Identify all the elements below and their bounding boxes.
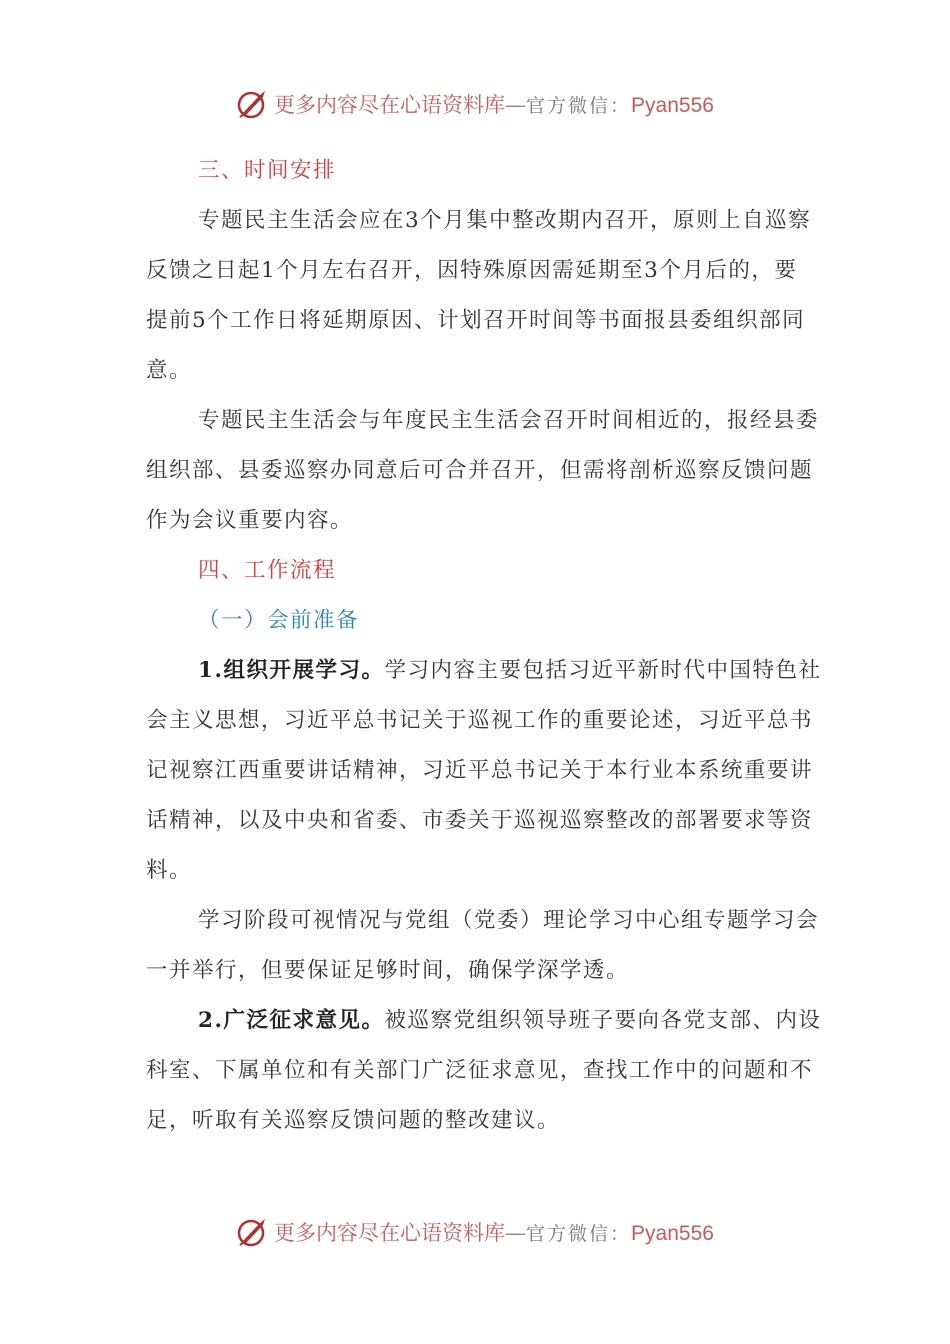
text-line bbox=[146, 796, 814, 846]
text-line bbox=[146, 446, 814, 496]
text-line bbox=[146, 346, 802, 396]
line-text: 学习内容主要包括习近平新时代中国特色社 bbox=[384, 658, 822, 683]
section-heading bbox=[146, 596, 802, 646]
pen-logo-icon bbox=[236, 1215, 270, 1249]
text-line bbox=[146, 296, 806, 346]
line-text: 记视察江西重要讲话精神，习近平总书记关于本行业本系统重要讲 bbox=[146, 758, 814, 783]
text-line bbox=[146, 1096, 802, 1146]
line-text: （一）会前准备 bbox=[198, 608, 360, 633]
text-line bbox=[146, 196, 812, 246]
text-line bbox=[146, 646, 822, 696]
section-heading bbox=[146, 146, 802, 196]
pen-logo-icon bbox=[236, 87, 270, 121]
text-line bbox=[146, 996, 822, 1046]
line-text: 组织部、县委巡察办同意后可合并召开，但需将剖析巡察反馈问题 bbox=[146, 458, 814, 483]
text-line bbox=[146, 896, 820, 946]
line-text: 专题民主生活会与年度民主生活会召开时间相近的，报经县委 bbox=[198, 408, 820, 433]
text-line bbox=[146, 946, 802, 996]
bold-lead-in: 2.广泛征求意见。 bbox=[198, 1008, 385, 1033]
document-body bbox=[146, 146, 822, 1146]
text-line bbox=[146, 1046, 814, 1096]
line-text: 意。 bbox=[146, 358, 193, 383]
section-heading bbox=[146, 546, 802, 596]
line-text: 会主义思想，习近平总书记关于巡视工作的重要论述，习近平总书 bbox=[146, 708, 814, 733]
line-text: 料。 bbox=[146, 858, 193, 883]
line-text: 三、时间安排 bbox=[198, 158, 337, 183]
text-line bbox=[146, 246, 802, 296]
text-line bbox=[146, 396, 820, 446]
line-text: 学习阶段可视情况与党组（党委）理论学习中心组专题学习会 bbox=[198, 908, 820, 933]
header-banner bbox=[0, 84, 950, 124]
line-text: 足，听取有关巡察反馈问题的整改建议。 bbox=[146, 1108, 561, 1133]
line-text: 一并举行，但要保证足够时间，确保学深学透。 bbox=[146, 958, 630, 983]
text-line bbox=[146, 696, 814, 746]
text-line bbox=[146, 496, 802, 546]
line-text: 话精神，以及中央和省委、市委关于巡视巡察整改的部署要求等资 bbox=[146, 808, 814, 833]
line-text: 科室、下属单位和有关部门广泛征求意见，查找工作中的问题和不 bbox=[146, 1058, 814, 1083]
line-text: 专题民主生活会应在3个月集中整改期内召开，原则上自巡察 bbox=[198, 208, 812, 233]
line-text: 提前5个工作日将延期原因、计划召开时间等书面报县委组织部同 bbox=[146, 308, 806, 333]
banner-text: 更多内容尽在心语资料库—官方微信：Pyan556 bbox=[274, 93, 714, 117]
bold-lead-in: 1.组织开展学习。 bbox=[198, 658, 385, 683]
line-text: 被巡察党组织领导班子要向各党支部、内设 bbox=[384, 1008, 822, 1033]
text-line bbox=[146, 846, 802, 896]
banner-text: 更多内容尽在心语资料库—官方微信：Pyan556 bbox=[274, 1221, 714, 1245]
line-text: 四、工作流程 bbox=[198, 558, 337, 583]
text-line bbox=[146, 746, 814, 796]
line-text: 作为会议重要内容。 bbox=[146, 508, 354, 533]
footer-banner bbox=[0, 1212, 950, 1252]
line-text: 反馈之日起1个月左右召开，因特殊原因需延期至3个月后的，要 bbox=[146, 258, 798, 283]
